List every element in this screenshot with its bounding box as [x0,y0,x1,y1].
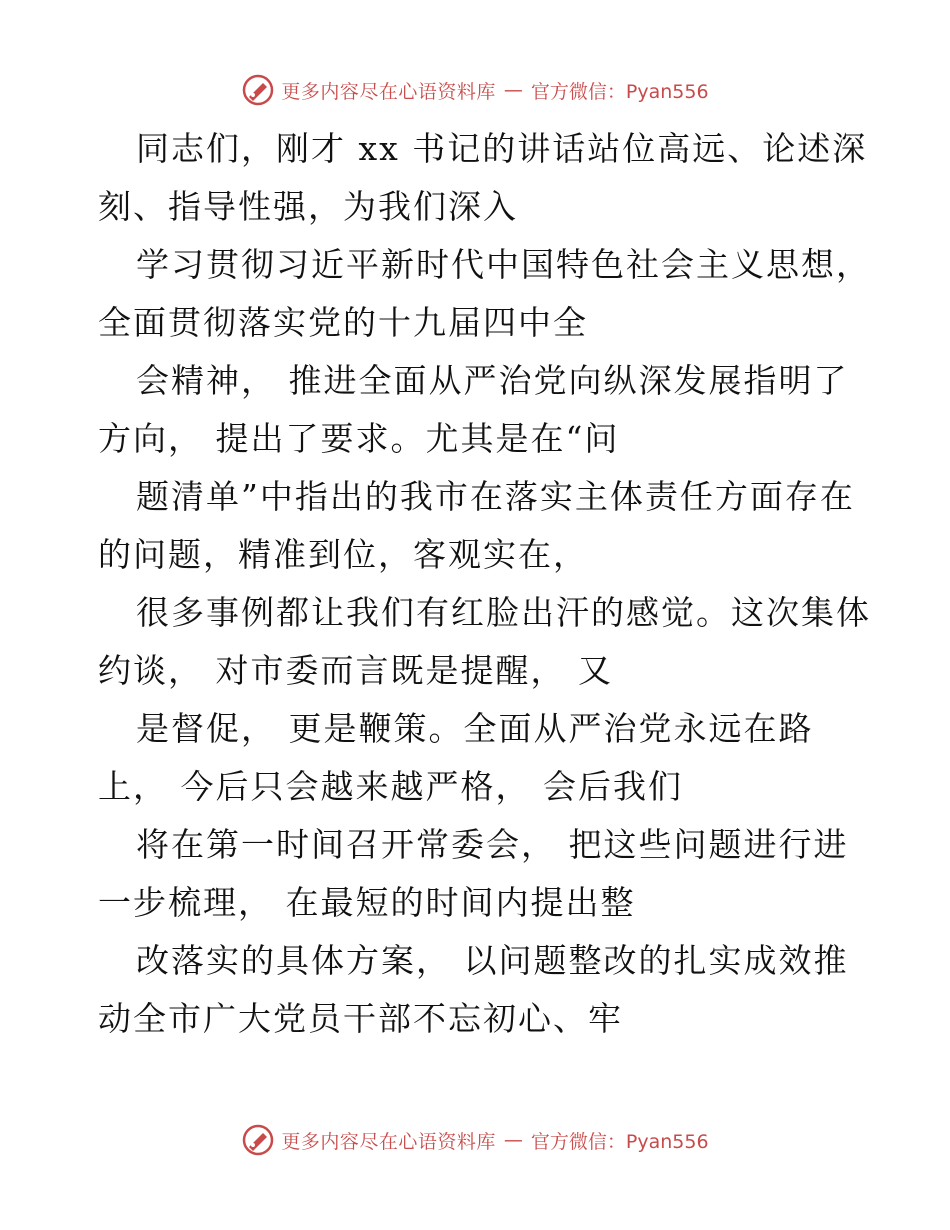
text-line: 方向， 提出了要求。尤其是在“问 [98,419,620,458]
footer-banner-text: 更多内容尽在心语资料库 [281,1130,496,1153]
footer-banner [0,1120,950,1160]
text-line: 同志们，刚才 xx 书记的讲话站位高远、论述深 [136,129,868,168]
document-body [98,120,871,1048]
text-line: 的问题，精准到位，客观实在， [98,535,588,574]
pen-logo-icon [241,73,275,107]
text-line: 全面贯彻落实党的十九届四中全 [98,303,588,342]
text-line: 一步梳理， 在最短的时间内提出整 [98,883,636,922]
text-line: 很多事例都让我们有红脸出汗的感觉。这次集体 [136,593,871,632]
text-line: 约谈， 对市委而言既是提醒， 又 [98,651,613,690]
text-line: 学习贯彻习近平新时代中国特色社会主义思想， [136,245,871,284]
header-banner-dash: — [503,79,523,101]
text-line: 将在第一时间召开常委会， 把这些问题进行进 [136,825,849,864]
text-line: 是督促， 更是鞭策。全面从严治党永远在路 [136,709,814,748]
text-line: 改落实的具体方案， 以问题整改的扎实成效推 [136,941,849,980]
text-line: 题清单”中指出的我市在落实主体责任方面存在 [136,477,855,516]
footer-banner-dash: — [503,1129,523,1151]
pen-logo-icon [241,1123,275,1157]
text-line: 会精神， 推进全面从严治党向纵深发展指明了 [136,361,849,400]
text-line: 刻、指导性强，为我们深入 [98,187,518,226]
header-banner-text: 更多内容尽在心语资料库 [281,80,496,103]
text-line: 上， 今后只会越来越严格， 会后我们 [98,767,683,806]
footer-wechat-text: 官方微信：Pyan556 [530,1130,709,1153]
header-wechat-text: 官方微信：Pyan556 [530,80,709,103]
header-banner [0,70,950,110]
text-line: 动全市广大党员干部不忘初心、牢 [98,999,623,1038]
